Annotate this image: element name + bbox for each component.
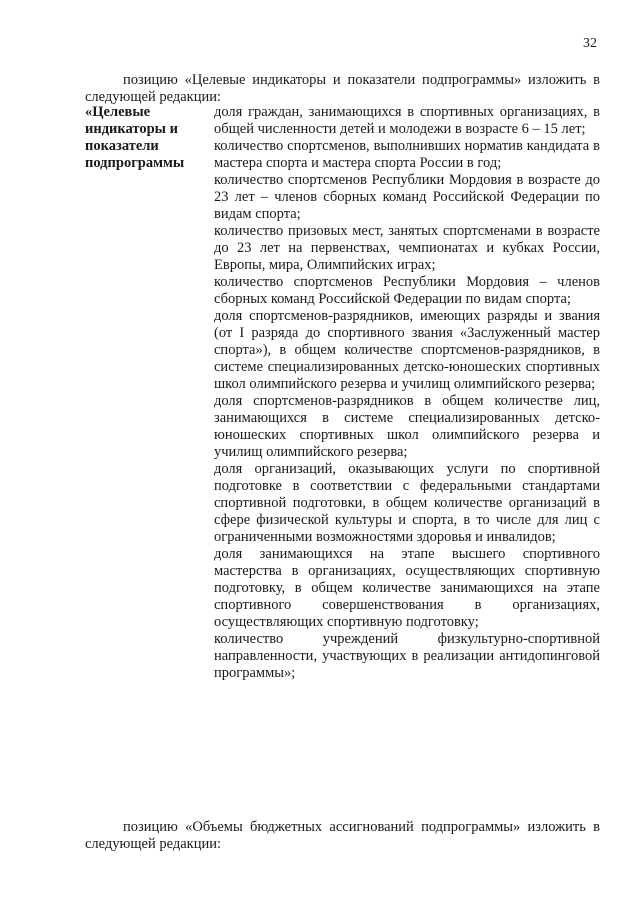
indicator-item: доля организаций, оказывающих услуги по спортивной подготовке в соответствии с федеральными стандартами спортивной подготовки, в общем количестве организаций в сфере физической культуры и спорта, в то числе для лиц с ограниченными возможностями здоровья и инвалидов; (214, 461, 600, 545)
section-label: «Целевые индикаторы и показатели подпрограммы (85, 104, 185, 171)
indicator-item: количество учреждений физкультурно-спортивной направленности, участвующих в реализации антидопинговой программы»; (214, 631, 600, 681)
indicator-item: доля граждан, занимающихся в спортивных организациях, в общей численности детей и молодежи в возрасте 6 – 15 лет; (214, 104, 600, 137)
indicator-item: количество призовых мест, занятых спортсменами в возрасте до 23 лет на первенствах, чемпионатах и кубках России, Европы, мира, Олимпийских играх; (214, 223, 600, 273)
intro-paragraph: позицию «Целевые индикаторы и показатели подпрограммы» изложить в следующей редакции: (85, 72, 600, 105)
indicator-item: доля спортсменов-разрядников в общем количестве лиц, занимающихся в системе специализированных детско-юношеских спортивных школ олимпийского резерва и училищ олимпийского резерва; (214, 393, 600, 460)
indicator-item: доля занимающихся на этапе высшего спортивного мастерства в организациях, осуществляющих спортивную подготовку, в общем количестве занимающихся на этапе спортивного совершенствования в организациях, осуществляющих спортивную подготовку; (214, 546, 600, 630)
page-number: 32 (583, 36, 597, 51)
indicator-list (214, 104, 600, 682)
indicator-item: количество спортсменов, выполнивших норматив кандидата в мастера спорта и мастера спорта России в год; (214, 138, 600, 171)
indicator-item: количество спортсменов Республики Мордовия в возрасте до 23 лет – членов сборных команд Российской Федерации по видам спорта; (214, 172, 600, 222)
indicator-item: количество спортсменов Республики Мордовия – членов сборных команд Российской Федерации по видам спорта; (214, 274, 600, 307)
outro-paragraph: позицию «Объемы бюджетных ассигнований подпрограммы» изложить в следующей редакции: (85, 819, 600, 852)
indicator-item: доля спортсменов-разрядников, имеющих разряды и звания (от I разряда до спортивного звания «Заслуженный мастер спорта»), в общем количестве спортсменов-разрядников, в системе специализированных детско-юношеских спортивных школ олимпийского резерва и училищ олимпийского резерва; (214, 308, 600, 392)
